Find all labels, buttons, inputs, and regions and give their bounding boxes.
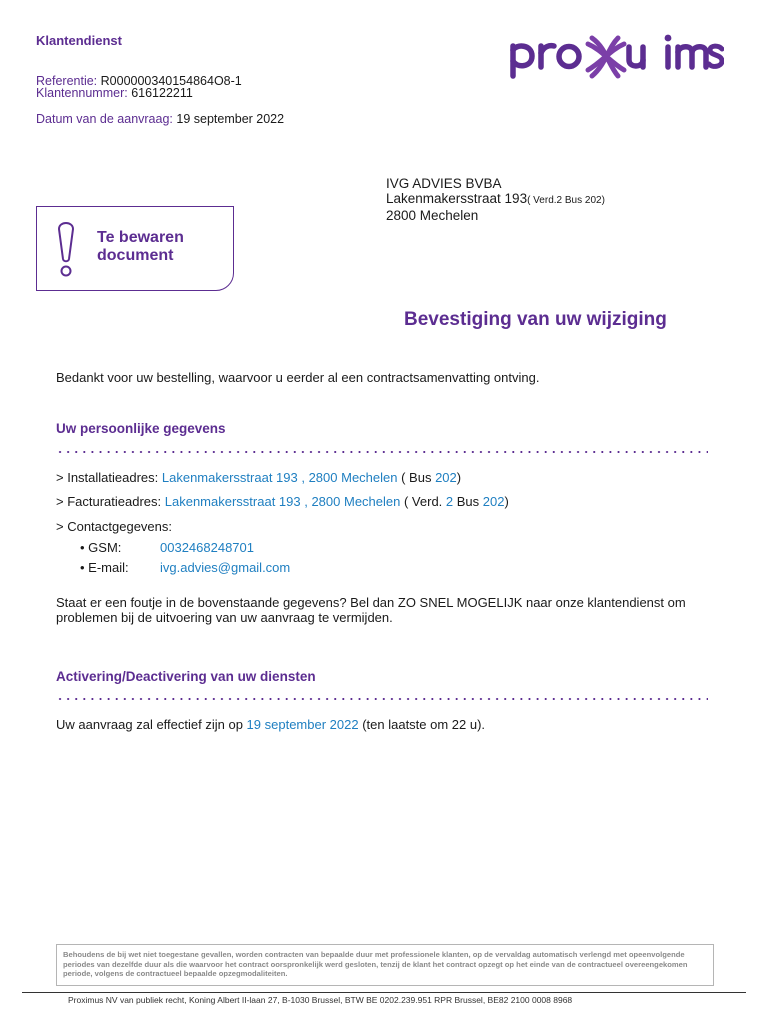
keep-line-1: Te bewaren [97,229,184,246]
recipient-street-line [386,191,605,208]
gsm-label: • GSM: [80,540,122,555]
billing-suffix: ) [504,494,509,509]
recipient-company: IVG ADVIES BVBA [386,176,502,191]
gsm-value: 0032468248701 [160,540,254,555]
page-title: Bevestiging van uw wijziging [404,309,667,330]
activation-heading: Activering/Deactivering van uw diensten [56,669,316,684]
footer-divider [22,992,746,993]
recipient-address [386,176,605,223]
install-bus: 202 [435,470,457,485]
warning-line-1: Staat er een foutje in de bovenstaande gegevens? Bel dan ZO SNEL MOGELIJK naar onze klantendienst om [56,595,686,610]
billing-label: > Facturatieadres: [56,494,162,509]
section-divider [56,697,708,701]
billing-bus: 202 [482,494,505,509]
activation-text-before: Uw aanvraag zal effectief zijn op [56,717,243,732]
activation-date: 19 september 2022 [246,717,359,732]
personal-data-heading: Uw persoonlijke gegevens [56,421,226,436]
section-divider [56,450,708,454]
customer-number-label: Klantennummer: [36,86,128,100]
billing-verd-prefix: ( Verd. [403,494,443,509]
install-address: Lakenmakersstraat 193 , 2800 Mechelen [161,470,398,485]
contact-label: > Contactgegevens: [56,519,172,534]
intro-text: Bedankt voor uw bestelling, waarvoor u eerder al een contractsamenvatting ontving. [56,370,540,385]
legal-disclaimer: Behoudens de bij wet niet toegestane gevallen, worden contracten van bepaalde duur met professionele klanten, op de vervaldag automatisch verlengd met opeenvolgende periodes van dezelfde duur als die waarvoor het contract oorspronkelijk werd gesloten, tenzij de klant het contract opzegt op het einde van de contractueel overeengekomen periode, volgens de contractueel bepaalde opzegmodaliteiten. [56,944,714,986]
email-label: • E-mail: [80,560,129,575]
reference-value: R000000340154864O8-1 [100,74,242,88]
exclamation-icon [55,219,77,279]
department-label: Klantendienst [36,33,122,48]
install-suffix: ) [456,470,462,485]
billing-address: Lakenmakersstraat 193 , 2800 Mechelen [164,494,401,509]
gsm-row [80,540,254,555]
proximus-logo [506,30,724,82]
company-footer: Proximus NV van publiek recht, Koning Albert II-laan 27, B-1030 Brussel, BTW BE 0202.239.951 RPR Brussel, BE82 2100 0008 8968 [68,995,573,1005]
keep-document-notice [36,206,234,291]
recipient-street-extra: ( Verd.2 Bus 202) [527,195,605,206]
keep-document-text [97,229,184,265]
customer-number-line [36,86,193,100]
billing-bus-prefix: Bus [456,494,480,509]
recipient-street: Lakenmakersstraat 193 [386,191,528,206]
correction-warning [56,595,686,625]
billing-address-line [56,494,509,509]
request-date-value: 19 september 2022 [176,112,285,126]
email-row [80,560,291,575]
activation-text [56,717,485,732]
reference-label: Referentie: [36,74,98,88]
keep-line-2: document [97,247,174,264]
billing-verd: 2 [445,494,454,509]
activation-text-after: (ten laatste om 22 u). [362,717,486,732]
request-date-line [36,112,284,126]
install-label: > Installatieadres: [56,470,159,485]
customer-number-value: 616122211 [131,86,193,100]
install-bus-prefix: ( Bus [401,470,432,485]
warning-line-2: problemen bij de uitvoering van uw aanvraag te vermijden. [56,610,393,625]
recipient-city: 2800 Mechelen [386,208,479,223]
email-value[interactable]: ivg.advies@gmail.com [160,560,291,575]
install-address-line [56,470,461,485]
request-date-label: Datum van de aanvraag: [36,112,173,126]
